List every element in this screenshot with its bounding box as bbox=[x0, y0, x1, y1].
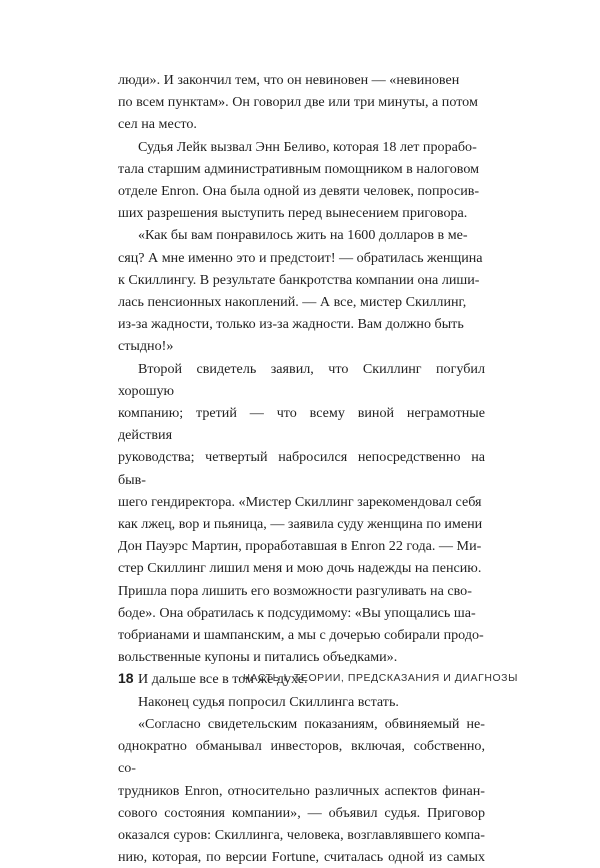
paragraph-7: «Согласно свидетельским показаниям, обвиняемый не- однократно обманывал инвесторов, включая, собственно, со- трудников Enron, относительно различных аспектов финан- сового состояния компании», — объявил судья. Приговор оказался суров: Скиллинга, человека, возглавлявшего компа- нию, которая, по версии Fortune, считалась одной из самых bbox=[118, 715, 485, 866]
page-number: 18 bbox=[118, 670, 134, 686]
paragraph-2: Судья Лейк вызвал Энн Беливо, которая 18 лет прорабо- тала старшим административным помощником в налоговом отделе Enron. Она была одной из девяти человек, попросив- ших разрешения выступить перед вынесением приговора. bbox=[118, 138, 480, 222]
running-header: ЧАСТЬ I. ТЕОРИИ, ПРЕДСКАЗАНИЯ И ДИАГНОЗЫ bbox=[243, 672, 518, 684]
paragraph-3: «Как бы вам понравилось жить на 1600 долларов в ме- сяц? А мне именно это и предстоит! — обратилась женщина к Скиллингу. В результате банкротства компании она лиши- лась пенсионных накоплений. — А все, мистер Скиллинг, из-за жадности, только из-за жадности. Вам должно быть стыдно!» bbox=[118, 227, 483, 355]
paragraph-5: И дальше все в том же духе. bbox=[138, 671, 308, 688]
paragraph-4: Второй свидетель заявил, что Скиллинг погубил хорошую компанию; третий — что всему виной неграмотные действия руководства; четвертый набросился непосредственно на быв- шего гендиректора. «Мистер Скиллинг зарекомендовал себя как лжец, вор и пьяница, — заявила суду женщина по имени Дон Пауэрс Мартин, проработавшая в Enron 22 года. — Ми- стер Скиллинг лишил меня и мою дочь надежды на пенсию. Пришла пора лишить его возможности разгуливать на сво- боде». Она обратилась к подсудимому: «Вы упощались ша- тобрианами и шампанским, а мы с дочерью собирали продо- вольственные купоны и питались объедками». bbox=[118, 360, 485, 666]
paragraph-6: Наконец судья попросил Скиллинга встать. bbox=[138, 693, 399, 710]
body-text bbox=[118, 69, 485, 868]
paragraph-1: люди». И закончил тем, что он невиновен — «невиновен по всем пунктам». Он говорил две или три минуты, а потом сел на место. bbox=[118, 72, 478, 133]
